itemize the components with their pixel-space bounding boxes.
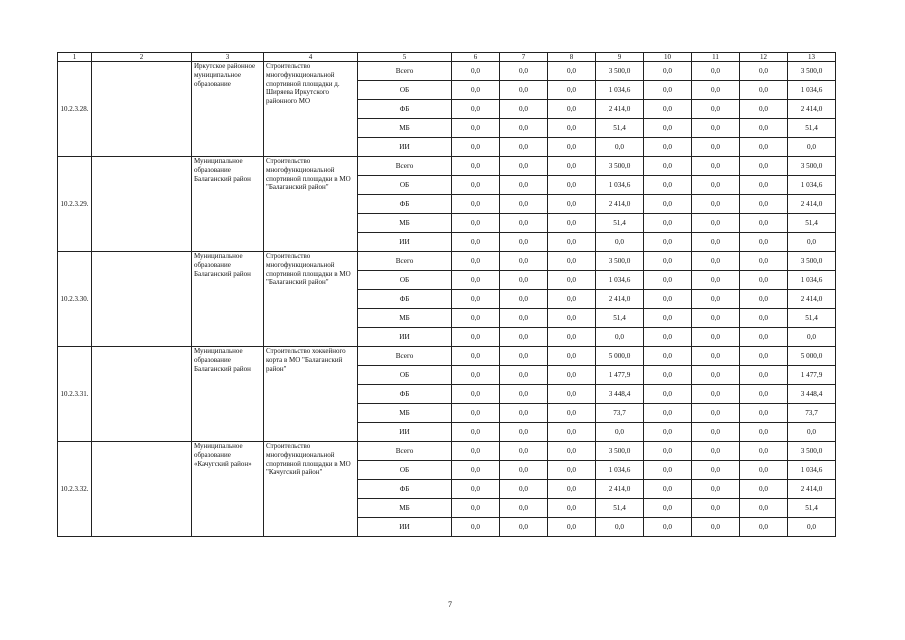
value-cell: 0,0	[500, 404, 548, 423]
header-cell: 5	[358, 53, 452, 62]
value-cell: 51,4	[596, 119, 644, 138]
value-cell: 0,0	[692, 347, 740, 366]
value-cell: 0,0	[740, 100, 788, 119]
value-cell: 0,0	[452, 62, 500, 81]
value-cell: 0,0	[788, 138, 836, 157]
value-cell: 3 448,4	[788, 385, 836, 404]
table-body	[58, 62, 836, 537]
item-code: 10.2.3.31.	[58, 347, 92, 442]
value-cell: 51,4	[596, 499, 644, 518]
value-cell: 0,0	[548, 461, 596, 480]
value-cell: 0,0	[644, 385, 692, 404]
value-cell: 2 414,0	[788, 195, 836, 214]
funding-source: МБ	[358, 119, 452, 138]
value-cell: 0,0	[452, 252, 500, 271]
value-cell: 51,4	[788, 214, 836, 233]
header-cell: 2	[92, 53, 192, 62]
value-cell: 0,0	[692, 499, 740, 518]
table-row	[58, 157, 836, 176]
value-cell: 0,0	[548, 423, 596, 442]
value-cell: 0,0	[548, 252, 596, 271]
value-cell: 1 034,6	[788, 271, 836, 290]
funding-source: ОБ	[358, 461, 452, 480]
value-cell: 0,0	[500, 442, 548, 461]
executor-cell: Муниципальное образование Балаганский район	[192, 347, 264, 442]
value-cell: 0,0	[740, 290, 788, 309]
value-cell: 0,0	[548, 518, 596, 537]
table-row	[58, 347, 836, 366]
value-cell: 0,0	[548, 404, 596, 423]
value-cell: 0,0	[548, 62, 596, 81]
value-cell: 0,0	[644, 366, 692, 385]
value-cell: 0,0	[644, 62, 692, 81]
value-cell: 0,0	[740, 423, 788, 442]
value-cell: 0,0	[644, 157, 692, 176]
value-cell: 0,0	[692, 309, 740, 328]
event-cell: Строительство многофункциональной спортивной площадки в МО "Балаганский район"	[264, 157, 358, 252]
value-cell: 73,7	[596, 404, 644, 423]
value-cell: 0,0	[692, 195, 740, 214]
funding-source: ФБ	[358, 100, 452, 119]
value-cell: 0,0	[500, 328, 548, 347]
value-cell: 2 414,0	[788, 480, 836, 499]
value-cell: 0,0	[548, 119, 596, 138]
value-cell: 0,0	[740, 119, 788, 138]
value-cell: 0,0	[692, 385, 740, 404]
value-cell: 0,0	[644, 290, 692, 309]
value-cell: 0,0	[500, 233, 548, 252]
funding-source: ФБ	[358, 480, 452, 499]
value-cell: 0,0	[644, 252, 692, 271]
value-cell: 0,0	[644, 404, 692, 423]
value-cell: 0,0	[548, 442, 596, 461]
value-cell: 73,7	[788, 404, 836, 423]
value-cell: 1 477,9	[788, 366, 836, 385]
value-cell: 0,0	[692, 138, 740, 157]
value-cell: 0,0	[740, 271, 788, 290]
executor-cell: Муниципальное образование «Качугский район»	[192, 442, 264, 537]
value-cell: 0,0	[452, 157, 500, 176]
value-cell: 0,0	[644, 480, 692, 499]
value-cell: 0,0	[500, 81, 548, 100]
value-cell: 0,0	[644, 100, 692, 119]
executor-cell: Иркутское районное муниципальное образование	[192, 62, 264, 157]
value-cell: 0,0	[740, 176, 788, 195]
funding-source: ОБ	[358, 81, 452, 100]
value-cell: 3 448,4	[596, 385, 644, 404]
value-cell: 0,0	[692, 119, 740, 138]
value-cell: 0,0	[644, 518, 692, 537]
value-cell: 0,0	[548, 271, 596, 290]
header-cell: 9	[596, 53, 644, 62]
value-cell: 0,0	[644, 328, 692, 347]
header-cell: 8	[548, 53, 596, 62]
value-cell: 2 414,0	[788, 290, 836, 309]
value-cell: 3 500,0	[788, 62, 836, 81]
value-cell: 0,0	[644, 423, 692, 442]
value-cell: 1 034,6	[596, 81, 644, 100]
table-row	[58, 252, 836, 271]
value-cell: 0,0	[740, 366, 788, 385]
value-cell: 0,0	[452, 461, 500, 480]
value-cell: 0,0	[740, 214, 788, 233]
value-cell: 0,0	[500, 461, 548, 480]
item-code: 10.2.3.29.	[58, 157, 92, 252]
funding-source: ФБ	[358, 385, 452, 404]
value-cell: 2 414,0	[596, 290, 644, 309]
value-cell: 0,0	[644, 347, 692, 366]
value-cell: 0,0	[548, 81, 596, 100]
value-cell: 0,0	[452, 442, 500, 461]
value-cell: 0,0	[548, 385, 596, 404]
value-cell: 0,0	[692, 328, 740, 347]
value-cell: 0,0	[596, 328, 644, 347]
value-cell: 3 500,0	[596, 442, 644, 461]
value-cell: 0,0	[452, 81, 500, 100]
funding-source: ИИ	[358, 423, 452, 442]
value-cell: 0,0	[500, 157, 548, 176]
value-cell: 0,0	[740, 328, 788, 347]
value-cell: 3 500,0	[596, 157, 644, 176]
value-cell: 0,0	[740, 480, 788, 499]
funding-source: ИИ	[358, 138, 452, 157]
value-cell: 0,0	[644, 309, 692, 328]
value-cell: 0,0	[548, 176, 596, 195]
value-cell: 0,0	[644, 499, 692, 518]
value-cell: 51,4	[788, 119, 836, 138]
value-cell: 0,0	[500, 271, 548, 290]
value-cell: 0,0	[452, 404, 500, 423]
value-cell: 1 034,6	[788, 176, 836, 195]
value-cell: 0,0	[692, 366, 740, 385]
event-cell: Строительство многофункциональной спортивной площадки в МО "Качугский район"	[264, 442, 358, 537]
value-cell: 5 000,0	[788, 347, 836, 366]
funding-source: ИИ	[358, 233, 452, 252]
value-cell: 3 500,0	[788, 157, 836, 176]
funding-source: Всего	[358, 62, 452, 81]
value-cell: 0,0	[500, 119, 548, 138]
value-cell: 0,0	[644, 271, 692, 290]
value-cell: 0,0	[740, 442, 788, 461]
value-cell: 0,0	[500, 62, 548, 81]
value-cell: 0,0	[548, 328, 596, 347]
value-cell: 0,0	[500, 252, 548, 271]
value-cell: 0,0	[500, 176, 548, 195]
header-cell: 1	[58, 53, 92, 62]
value-cell: 0,0	[692, 461, 740, 480]
value-cell: 5 000,0	[596, 347, 644, 366]
value-cell: 0,0	[548, 290, 596, 309]
value-cell: 0,0	[692, 81, 740, 100]
funding-source: Всего	[358, 252, 452, 271]
value-cell: 0,0	[692, 518, 740, 537]
executor-cell: Муниципальное образование Балаганский район	[192, 252, 264, 347]
value-cell: 0,0	[452, 366, 500, 385]
value-cell: 0,0	[500, 100, 548, 119]
value-cell: 0,0	[692, 271, 740, 290]
value-cell: 0,0	[740, 499, 788, 518]
value-cell: 1 034,6	[788, 461, 836, 480]
value-cell: 0,0	[500, 385, 548, 404]
funding-source: ОБ	[358, 271, 452, 290]
value-cell: 0,0	[548, 100, 596, 119]
value-cell: 0,0	[452, 214, 500, 233]
value-cell: 0,0	[500, 309, 548, 328]
value-cell: 0,0	[644, 138, 692, 157]
funding-source: Всего	[358, 347, 452, 366]
value-cell: 3 500,0	[788, 252, 836, 271]
value-cell: 0,0	[644, 119, 692, 138]
header-cell: 13	[788, 53, 836, 62]
value-cell: 0,0	[692, 442, 740, 461]
value-cell: 2 414,0	[596, 100, 644, 119]
value-cell: 0,0	[452, 119, 500, 138]
value-cell: 0,0	[692, 62, 740, 81]
value-cell: 0,0	[644, 233, 692, 252]
header-cell: 7	[500, 53, 548, 62]
value-cell: 0,0	[740, 81, 788, 100]
table-row	[58, 442, 836, 461]
empty-cell	[92, 347, 192, 442]
value-cell: 3 500,0	[596, 252, 644, 271]
value-cell: 0,0	[500, 499, 548, 518]
funding-source: ОБ	[358, 176, 452, 195]
value-cell: 0,0	[692, 252, 740, 271]
value-cell: 0,0	[500, 195, 548, 214]
value-cell: 0,0	[740, 62, 788, 81]
funding-source: МБ	[358, 404, 452, 423]
value-cell: 0,0	[548, 366, 596, 385]
value-cell: 0,0	[500, 518, 548, 537]
value-cell: 0,0	[644, 442, 692, 461]
value-cell: 0,0	[452, 423, 500, 442]
value-cell: 0,0	[548, 233, 596, 252]
value-cell: 51,4	[788, 309, 836, 328]
value-cell: 0,0	[692, 480, 740, 499]
value-cell: 0,0	[788, 423, 836, 442]
header-cell: 3	[192, 53, 264, 62]
value-cell: 0,0	[692, 290, 740, 309]
value-cell: 1 034,6	[596, 461, 644, 480]
table-header	[58, 53, 836, 62]
value-cell: 0,0	[548, 214, 596, 233]
header-cell: 12	[740, 53, 788, 62]
value-cell: 0,0	[452, 176, 500, 195]
funding-source: ИИ	[358, 328, 452, 347]
value-cell: 0,0	[500, 480, 548, 499]
item-code: 10.2.3.28.	[58, 62, 92, 157]
value-cell: 0,0	[452, 499, 500, 518]
empty-cell	[92, 157, 192, 252]
value-cell: 0,0	[548, 195, 596, 214]
value-cell: 0,0	[644, 214, 692, 233]
value-cell: 0,0	[548, 480, 596, 499]
value-cell: 0,0	[452, 271, 500, 290]
value-cell: 3 500,0	[596, 62, 644, 81]
value-cell: 51,4	[596, 309, 644, 328]
value-cell: 0,0	[644, 461, 692, 480]
funding-source: Всего	[358, 157, 452, 176]
value-cell: 0,0	[548, 499, 596, 518]
value-cell: 0,0	[500, 423, 548, 442]
value-cell: 2 414,0	[596, 195, 644, 214]
table-row	[58, 62, 836, 81]
value-cell: 0,0	[740, 347, 788, 366]
value-cell: 0,0	[692, 233, 740, 252]
value-cell: 0,0	[452, 328, 500, 347]
value-cell: 0,0	[740, 309, 788, 328]
empty-cell	[92, 62, 192, 157]
value-cell: 0,0	[740, 385, 788, 404]
value-cell: 3 500,0	[788, 442, 836, 461]
value-cell: 0,0	[740, 195, 788, 214]
value-cell: 0,0	[500, 366, 548, 385]
value-cell: 0,0	[740, 518, 788, 537]
value-cell: 0,0	[740, 233, 788, 252]
value-cell: 0,0	[740, 252, 788, 271]
value-cell: 0,0	[452, 347, 500, 366]
value-cell: 0,0	[452, 480, 500, 499]
funding-source: ФБ	[358, 195, 452, 214]
value-cell: 0,0	[692, 423, 740, 442]
funding-source: ФБ	[358, 290, 452, 309]
value-cell: 0,0	[500, 138, 548, 157]
value-cell: 0,0	[452, 138, 500, 157]
value-cell: 0,0	[644, 176, 692, 195]
event-cell: Строительство многофункциональной спортивной площадки в МО "Балаганский район"	[264, 252, 358, 347]
value-cell: 0,0	[740, 461, 788, 480]
value-cell: 0,0	[452, 290, 500, 309]
funding-source: ИИ	[358, 518, 452, 537]
value-cell: 0,0	[692, 176, 740, 195]
value-cell: 0,0	[452, 518, 500, 537]
value-cell: 0,0	[596, 138, 644, 157]
value-cell: 0,0	[548, 157, 596, 176]
value-cell: 0,0	[500, 347, 548, 366]
funding-source: МБ	[358, 309, 452, 328]
value-cell: 0,0	[452, 100, 500, 119]
value-cell: 0,0	[452, 233, 500, 252]
value-cell: 1 034,6	[788, 81, 836, 100]
value-cell: 0,0	[500, 214, 548, 233]
value-cell: 0,0	[548, 309, 596, 328]
header-cell: 10	[644, 53, 692, 62]
value-cell: 0,0	[548, 347, 596, 366]
value-cell: 0,0	[548, 138, 596, 157]
header-row	[58, 53, 836, 62]
value-cell: 0,0	[452, 195, 500, 214]
value-cell: 51,4	[596, 214, 644, 233]
value-cell: 0,0	[788, 518, 836, 537]
value-cell: 1 477,9	[596, 366, 644, 385]
empty-cell	[92, 442, 192, 537]
value-cell: 0,0	[692, 214, 740, 233]
event-cell: Строительство хоккейного корта в МО "Балаганский район"	[264, 347, 358, 442]
budget-table	[57, 52, 836, 537]
value-cell: 0,0	[692, 404, 740, 423]
executor-cell: Муниципальное образование Балаганский район	[192, 157, 264, 252]
empty-cell	[92, 252, 192, 347]
value-cell: 0,0	[740, 157, 788, 176]
funding-source: ОБ	[358, 366, 452, 385]
value-cell: 51,4	[788, 499, 836, 518]
value-cell: 2 414,0	[596, 480, 644, 499]
value-cell: 0,0	[788, 233, 836, 252]
value-cell: 0,0	[740, 138, 788, 157]
value-cell: 0,0	[500, 290, 548, 309]
funding-source: МБ	[358, 214, 452, 233]
header-cell: 4	[264, 53, 358, 62]
header-cell: 11	[692, 53, 740, 62]
value-cell: 0,0	[596, 518, 644, 537]
value-cell: 0,0	[788, 328, 836, 347]
event-cell: Строительство многофункциональной спортивной площадки д. Ширяева Иркутского районного МО	[264, 62, 358, 157]
value-cell: 0,0	[740, 404, 788, 423]
value-cell: 0,0	[692, 100, 740, 119]
funding-source: МБ	[358, 499, 452, 518]
value-cell: 0,0	[452, 385, 500, 404]
value-cell: 0,0	[692, 157, 740, 176]
value-cell: 2 414,0	[788, 100, 836, 119]
value-cell: 0,0	[644, 81, 692, 100]
item-code: 10.2.3.32.	[58, 442, 92, 537]
value-cell: 0,0	[596, 233, 644, 252]
page-number: 7	[448, 600, 452, 609]
funding-source: Всего	[358, 442, 452, 461]
item-code: 10.2.3.30.	[58, 252, 92, 347]
header-cell: 6	[452, 53, 500, 62]
value-cell: 1 034,6	[596, 271, 644, 290]
value-cell: 0,0	[644, 195, 692, 214]
value-cell: 1 034,6	[596, 176, 644, 195]
value-cell: 0,0	[452, 309, 500, 328]
value-cell: 0,0	[596, 423, 644, 442]
